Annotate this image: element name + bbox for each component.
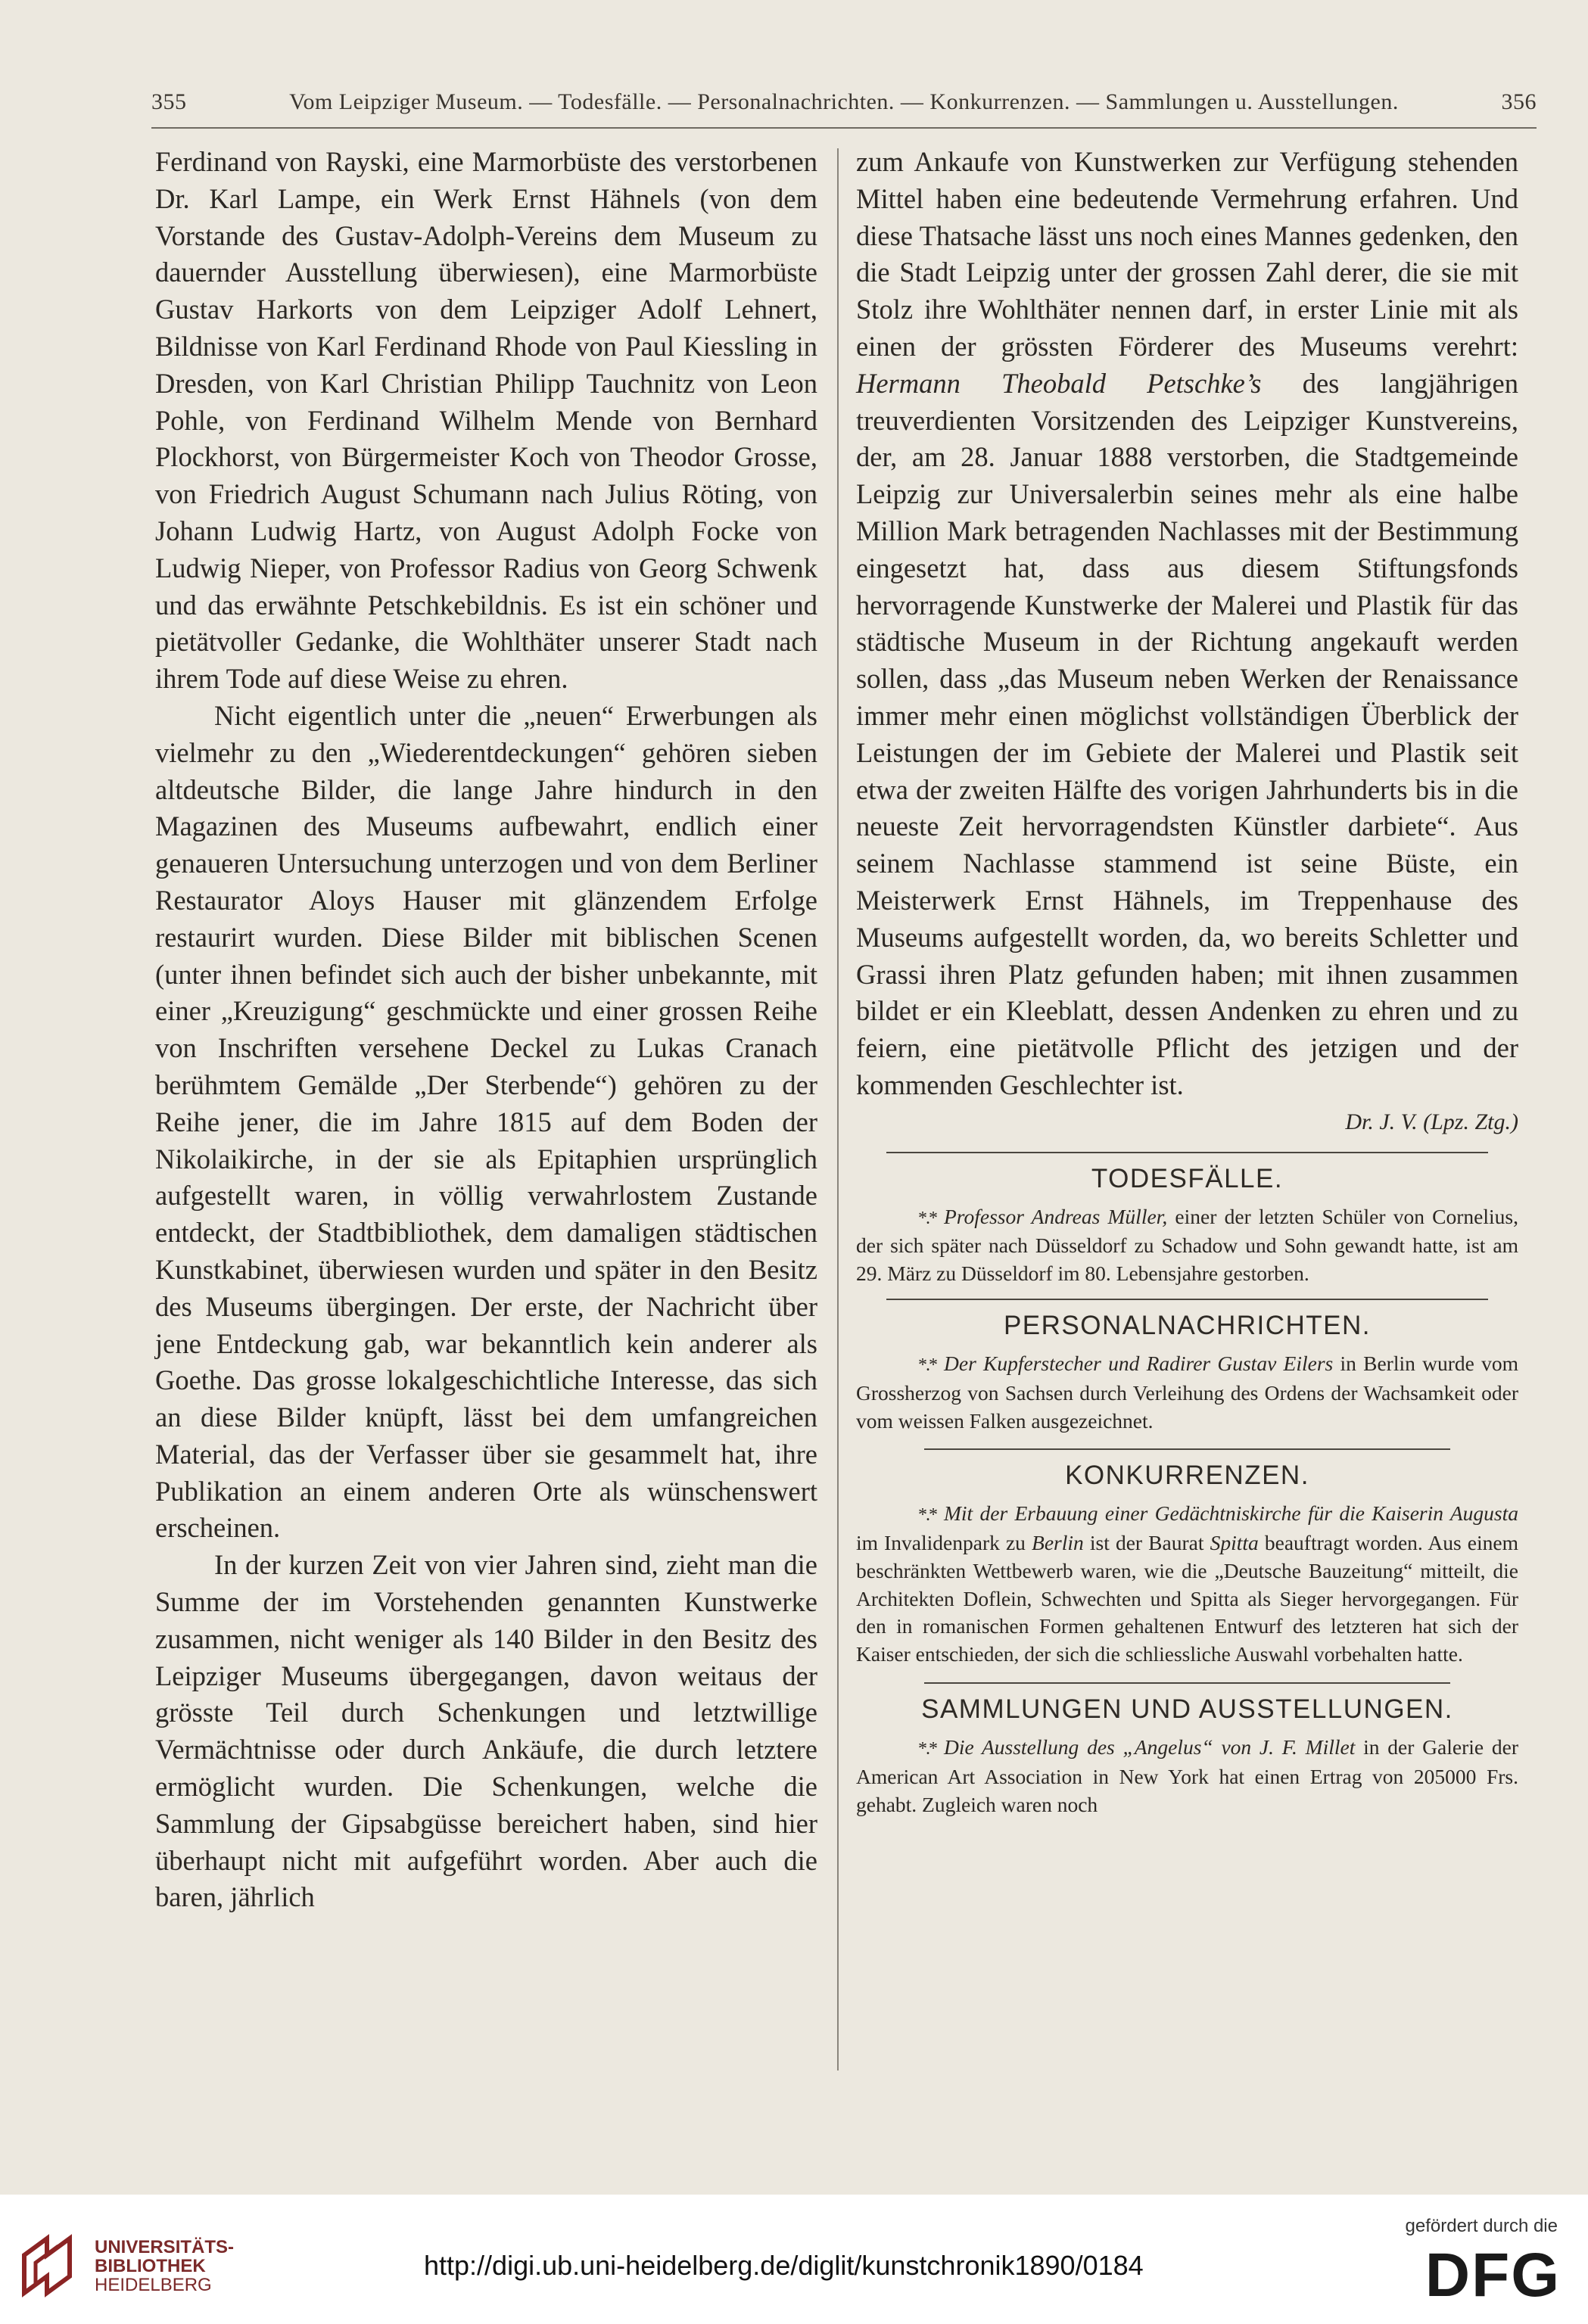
section-title-personal: PERSONALNACHRICHTEN. [1003,1310,1372,1340]
left-column [155,144,817,1916]
library-name [95,2238,234,2294]
section-rule [924,1448,1450,1450]
konkurrenzen-text-b: ist der Baurat [1083,1531,1210,1555]
left-paragraph-2: Nicht eigentlich unter die „neuen“ Erwerbungen als vielmehr zu den „Wiederentdeckungen“ gehören sieben altdeutsche Bilder, die lange Jahre hindurch in den Magazinen des Museums aufbewahrt, endlich einer genaueren Untersuchung unterzogen und von dem Berliner Restaurator Aloys Hauser mit glänzendem Erfolge restaurirt wurden. Diese Bilder mit biblischen Scenen (unter ihnen befindet sich auch der bisher unbekannte, mit einer „Kreuzigung“ geschmückte und einer grossen Reihe von Inschriften versehene Deckel zu Lukas Cranach berühmtem Gemälde „Der Sterbende“) gehören zu der Reihe jener, die im Jahre 1815 auf dem Boden der Nikolaikirche, in der sie als Epitaphien ursprünglich aufgestellt waren, in völlig verwahrlostem Zustande entdeckt, der Stadtbibliothek, dem damaligen städtischen Kunstkabinet, überwiesen wurden und später in den Besitz des Museums übergingen. Der erste, der Nachricht über jene Entdeckung gab, war bekanntlich kein anderer als Goethe. Das grosse lokalgeschichtliche Interesse, das sich an diese Bilder knüpft, lässt bei dem umfangreichen Material, das der Verfasser über sie gesammelt hat, ihre Publikation an einem anderen Orte als wünschenswert erscheinen. [155,699,817,1544]
personal-name: Der Kupferstecher und Radirer Gustav Eilers [944,1351,1334,1375]
running-header [151,89,1537,115]
section-title-konkurrenzen: KONKURRENZEN. [1065,1461,1309,1491]
petschke-name: Hermann Theobald Petschke’s [856,367,1262,399]
article-credit: Dr. J. V. (Lpz. Ztg.) [1345,1109,1518,1134]
library-name-line-1: UNIVERSITÄTS- [95,2237,235,2257]
section-title-todesfaelle: TODESFÄLLE. [1091,1163,1284,1193]
todesfaelle-name: Professor Andreas Müller, [944,1204,1168,1228]
sammlungen-entry [856,1734,1518,1818]
sammlungen-lead: Die Ausstellung des „Angelus“ von J. F. Millet [944,1735,1356,1759]
asterism-icon: *.* [918,1355,936,1375]
source-url-link[interactable]: http://digi.ub.uni-heidelberg.de/diglit/kunstchronik1890/0184 [424,2250,1144,2281]
section-rule [886,1299,1488,1300]
digitization-footer [0,2195,1588,2324]
konkurrenzen-text-a: im Invalidenpark zu [856,1531,1032,1555]
konkurrenzen-person: Spitta [1210,1531,1259,1555]
asterism-icon: *.* [918,1505,936,1526]
right-paragraph-1 [856,144,1518,1104]
right-paragraph-1-rest: des langjährigen treuverdienten Vorsitzenden des Leipziger Kunstvereins, der, am 28. Januar 1888 verstorben, die Stadtgemeinde Leipzig zur Universalerbin seines mehr als eine halbe Million Mark betragenden Nachlasses mit der Bestimmung eingesetzt hat, dass aus diesem Stiftungsfonds hervorragende Kunstwerke der Malerei und Plastik für das städtische Museum in der Richtung angekauft werden sollen, dass „das Museum neben Werken der Renaissance immer mehr einen möglichst vollständigen Überblick der Leistungen der im Gebiete der Malerei und Plastik seit etwa der zweiten Hälfte des vorigen Jahrhunderts bis in die neueste Zeit hervorragendsten Künstler darbiete“. Aus seinem Nachlasse stammend ist seine Büste, ein Meisterwerk Ernst Hähnels, im Treppenhause des Museums aufgestellt worden, da, wo bereits Schletter und Grassi ihren Platz gefunden haben; mit ihnen zusammen bildet er ein Kleeblatt, dessen Andenken zu ehren und zu feiern, eine pietätvolle Pflicht des jetzigen und der kommenden Geschlechter ist. [856,367,1518,1100]
header-rule [151,127,1537,129]
right-paragraph-1-start: zum Ankaufe von Kunstwerken zur Verfügung stehenden Mittel haben eine bedeutende Vermehrung erfahren. Und diese Thatsache lässt uns noch eines Mannes gedenken, den die Stadt Leipzig unter der grossen Zahl derer, die sie mit Stolz ihre Wohlthäter nennen darf, in erster Linie mit als einen der grössten Förderer des Museums verehrt: [856,146,1518,362]
konkurrenzen-place: Berlin [1032,1531,1084,1555]
left-paragraph-1: Ferdinand von Rayski, eine Marmorbüste des verstorbenen Dr. Karl Lampe, ein Werk Ernst Hähnels (von dem Vorstande des Gustav-Adolph-Vereins dem Museum zu dauernder Ausstellung überwiesen), eine Marmorbüste Gustav Harkorts von dem Leipziger Adolf Lehnert, Bildnisse von Karl Ferdinand Rhode von Paul Kiessling in Dresden, von Karl Christian Philipp Tauchnitz von Leon Pohle, von Ferdinand Wilhelm Mende von Bernhard Plockhorst, von Bürgermeister Koch von Theodor Grosse, von Friedrich August Schumann nach Julius Röting, von Johann Ludwig Hartz, von August Adolph Focke von Ludwig Nieper, von Professor Radius von Georg Schwenk und das erwähnte Petschkebildnis. Es ist ein schöner und pietätvoller Gedanke, die Wohlthäter unserer Stadt nach ihrem Tode auf diese Weise zu ehren. [155,146,817,695]
right-column [856,144,1518,1818]
sammlungen-text: in der Galerie der American Art Association in New York hat einen Ertrag von 205000 Frs. gehabt. Zugleich waren noch [856,1735,1518,1816]
section-rule [886,1152,1488,1153]
personal-entry [856,1350,1518,1435]
library-name-line-2: BIBLIOTHEK [95,2256,206,2276]
university-library-logo-icon [17,2232,85,2301]
todesfaelle-text: einer der letzten Schüler von Cornelius, der sich später nach Düsseldorf zu Schadow und Sohn gewandt hatte, ist am 29. März zu Düsseldorf im 80. Lebensjahre gestorben. [856,1204,1518,1286]
funded-by-label: gefördert durch die [1405,2216,1558,2236]
page-number-right: 356 [1501,89,1537,114]
konkurrenzen-lead: Mit der Erbauung einer Gedächtniskirche für die Kaiserin Augusta [944,1501,1518,1526]
section-title-sammlungen: SAMMLUNGEN UND AUSSTELLUNGEN. [921,1694,1453,1725]
asterism-icon: *.* [918,1208,936,1228]
asterism-icon: *.* [918,1739,936,1759]
column-divider [837,148,839,2070]
dfg-logo: DFG [1425,2241,1561,2310]
page-number-left: 355 [151,89,187,114]
konkurrenzen-text: beauftragt worden. Aus einem beschränkten Wettbewerb waren, wie die „Deutsche Bauzeitung“ mitteilt, die Architekten Doflein, Schwechten und Spitta als Sieger hervorgegangen. Für den in romanischen Formen gehaltenen Entwurf des letzteren hat sich der Kaiser entschieden, der sich die schliessliche Auswahl vorbehalten hatte. [856,1531,1518,1666]
running-title: Vom Leipziger Museum. — Todesfälle. — Personalnachrichten. — Konkurrenzen. — Sammlungen u. Ausstellungen. [289,89,1399,114]
konkurrenzen-entry [856,1500,1518,1669]
personal-text: in Berlin wurde vom Grossherzog von Sachsen durch Verleihung des Ordens der Wachsamkeit oder vom weissen Falken ausgezeichnet. [856,1351,1518,1433]
section-rule [924,1682,1450,1684]
left-paragraph-3: In der kurzen Zeit von vier Jahren sind, zieht man die Summe der im Vorstehenden genannten Kunstwerke zusammen, nicht weniger als 140 Bilder in den Besitz des Leipziger Museums übergegangen, davon weitaus der grösste Teil durch Schenkungen und letztwillige Vermächtnisse oder durch Ankäufe, die durch letztere ermöglicht wurden. Die Schenkungen, welche die Sammlung der Gipsabgüsse bereichert haben, sind hier überhaupt nicht mit aufgeführt worden. Aber auch die baren, jährlich [155,1549,817,1913]
library-name-line-3: HEIDELBERG [95,2275,212,2295]
todesfaelle-entry [856,1203,1518,1288]
